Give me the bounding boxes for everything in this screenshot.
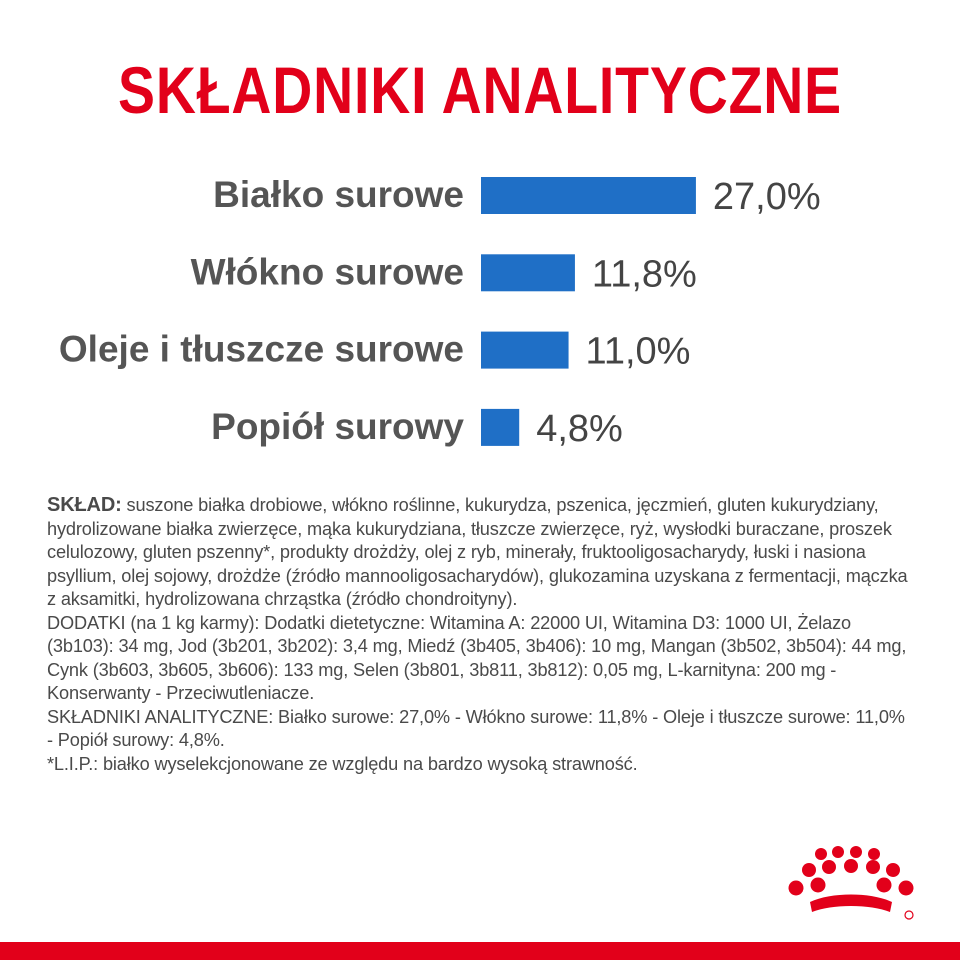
bar-value-label: 4,8%	[536, 407, 623, 450]
bar	[481, 409, 519, 446]
bar-label: Włókno surowe	[190, 251, 464, 293]
bar-chart	[0, 0, 960, 470]
bar	[481, 254, 575, 291]
bar-label: Popiół surowy	[211, 405, 464, 447]
additives-text: DODATKI (na 1 kg karmy): Dodatki dietetyczne: Witamina A: 22000 UI, Witamina D3: 1000 UI, Żelazo (3b103): 34 mg, Jod (3b201, 3b202): 3,4 mg, Miedź (3b405, 3b406): 10 mg, Mangan (3b502, 3b504): 44 mg, Cynk (3b603, 3b605, 3b606): 133 mg, Selen (3b801, 3b811, 3b812): 0,05 mg, L-karnityna: 200 mg - Konserwanty - Przeciwutleniacze.	[47, 612, 907, 703]
bar-value-label: 27,0%	[712, 176, 821, 218]
composition-text: suszone białka drobiowe, włókno roślinne, kukurydza, pszenica, jęczmień, gluten kukurydziany, hydrolizowane białka zwierzęce, mąka kukurydziana, tłuszcze zwierzęce, ryż, wysłodki buraczane, proszek celulozowy, gluten pszenny*, produkty drożdży, olej z ryb, minerały, fruktooligosacharydy, łuski i nasiona psyllium, olej sojowy, drożdże (źródło mannooligosacharydów), glukozamina uzyskana z fermentacji, mączka z aksamitki, hydrolizowana chrząstka (źródło chondroityny).	[47, 495, 908, 609]
crown-icon	[786, 846, 916, 922]
bar-value-label: 11,8%	[591, 253, 697, 296]
footnote-text: *L.I.P.: białko wyselekcjonowane ze względu na bardzo wysoką strawność.	[47, 753, 638, 774]
bar-value-label: 11,0%	[585, 330, 691, 373]
bar-label: Oleje i tłuszcze surowe	[58, 328, 464, 370]
bar	[481, 332, 569, 369]
bar-label: Białko surowe	[213, 174, 464, 215]
bottom-stripe	[0, 942, 960, 960]
page-title: SKŁADNIKI ANALITYCZNE	[118, 53, 842, 127]
composition-label: SKŁAD:	[47, 494, 122, 516]
analytical-text: SKŁADNIKI ANALITYCZNE: Białko surowe: 27,0% - Włókno surowe: 11,8% - Oleje i tłuszcze surowe: 11,0% - Popiół surowy: 4,8%.	[47, 706, 905, 750]
composition-paragraph	[47, 494, 913, 612]
composition-block	[47, 494, 913, 776]
bar	[481, 177, 696, 214]
